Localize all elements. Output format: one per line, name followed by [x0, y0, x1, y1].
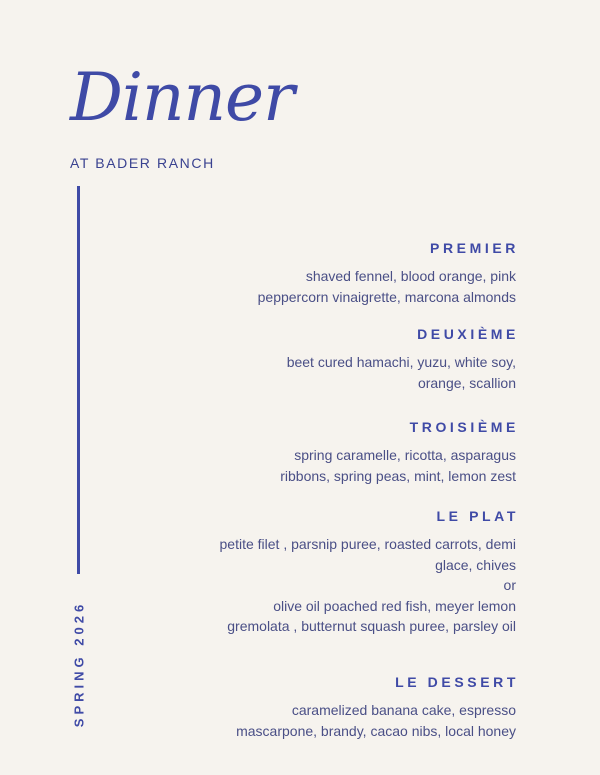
dish-line: caramelized banana cake, espresso	[291, 702, 516, 718]
course-name: LE PLAT	[436, 508, 519, 524]
dish-line: spring caramelle, ricotta, asparagus	[294, 447, 516, 463]
season-label: SPRING 2026	[71, 600, 87, 728]
vertical-divider	[77, 186, 80, 574]
course-le-dessert	[156, 672, 519, 741]
dish-line: orange, scallion	[417, 374, 516, 391]
course-description	[156, 700, 516, 741]
course-name: DEUXIÈME	[417, 326, 519, 342]
course-description	[156, 266, 516, 307]
course-troisieme	[156, 417, 519, 486]
course-premier	[156, 238, 519, 307]
dish-line: glace, chives	[435, 556, 516, 573]
course-description	[156, 445, 516, 486]
dish-line: shaved fennel, blood orange, pink	[305, 268, 516, 284]
course-name: TROISIÈME	[409, 419, 519, 435]
dish-line: peppercorn vinaigrette, marcona almonds	[257, 288, 516, 305]
menu-title: Dinner	[70, 59, 294, 136]
dish-line: ribbons, spring peas, mint, lemon zest	[280, 467, 516, 484]
menu-subtitle: AT BADER RANCH	[70, 155, 215, 171]
course-description	[156, 352, 516, 393]
course-deuxieme	[156, 324, 519, 393]
course-name: LE DESSERT	[395, 674, 519, 690]
dish-line: olive oil poached red fish, meyer lemon	[273, 597, 516, 614]
dish-line: petite filet , parsnip puree, roasted carrots, demi	[219, 536, 516, 552]
course-name: PREMIER	[430, 240, 519, 256]
course-le-plat	[156, 506, 519, 637]
course-description	[156, 534, 516, 637]
dish-line: beet cured hamachi, yuzu, white soy,	[286, 354, 516, 370]
dish-line: mascarpone, brandy, cacao nibs, local honey	[236, 722, 516, 739]
dish-line: or	[503, 577, 516, 594]
dish-line: gremolata , butternut squash puree, parsley oil	[227, 618, 516, 635]
